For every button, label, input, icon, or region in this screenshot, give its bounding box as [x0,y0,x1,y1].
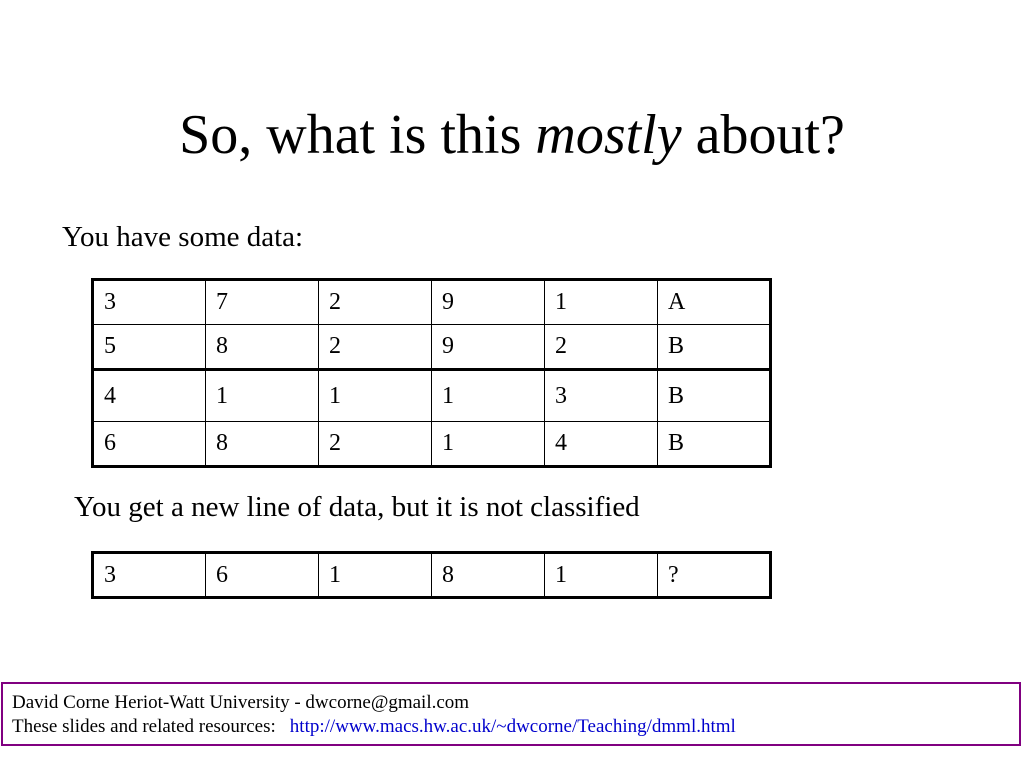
table-cell: B [658,325,771,370]
table-row [93,422,771,467]
table-cell: 6 [206,553,319,598]
table-cell: 1 [319,370,432,422]
footer-resources-label: These slides and related resources: [12,716,276,737]
title-emphasis: mostly [535,104,682,166]
table-cell: 8 [432,553,545,598]
table-cell: 3 [93,553,206,598]
table-cell: 3 [545,370,658,422]
title-text-after: about? [681,104,845,166]
table-cell: 2 [319,280,432,325]
table-cell: 6 [93,422,206,467]
table-cell: 3 [93,280,206,325]
table-cell: 2 [319,422,432,467]
table-row [93,370,771,422]
table-cell: B [658,422,771,467]
table-cell: 7 [206,280,319,325]
new-data-table [91,551,772,599]
table-cell: 1 [206,370,319,422]
table-cell: 1 [545,280,658,325]
table-cell: 4 [93,370,206,422]
table-cell: 1 [545,553,658,598]
table-cell: 1 [319,553,432,598]
table-cell: 8 [206,325,319,370]
table-row [93,280,771,325]
table-cell: 5 [93,325,206,370]
footer [1,682,1021,746]
table-row [93,325,771,370]
table-cell: 1 [432,422,545,467]
new-line-text: You get a new line of data, but it is not classified [74,491,640,523]
table-row [93,553,771,598]
table-cell: 9 [432,280,545,325]
table-cell: 9 [432,325,545,370]
table-cell: 8 [206,422,319,467]
table-cell: A [658,280,771,325]
slide-title [0,102,1024,168]
intro-text: You have some data: [62,221,304,253]
footer-resources-line [12,715,1019,739]
table-cell: 2 [545,325,658,370]
table-cell: 2 [319,325,432,370]
table-cell: ? [658,553,771,598]
footer-author-line: David Corne Heriot-Watt University - dwcorne@gmail.com [12,692,470,713]
data-table [91,278,772,468]
table-cell: 4 [545,422,658,467]
table-cell: B [658,370,771,422]
footer-resources-link[interactable]: http://www.macs.hw.ac.uk/~dwcorne/Teaching/dmml.html [289,716,736,737]
title-text-before: So, what is this [179,104,536,166]
table-cell: 1 [432,370,545,422]
